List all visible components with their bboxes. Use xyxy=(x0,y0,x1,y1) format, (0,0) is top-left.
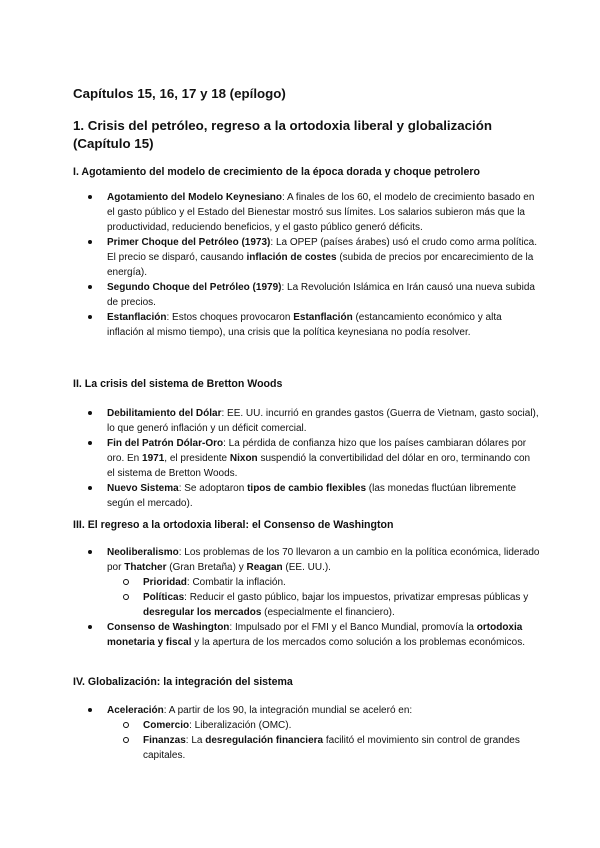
section-heading-2: II. La crisis del sistema de Bretton Woods xyxy=(73,378,283,390)
sublist xyxy=(107,718,540,763)
list-item: Fin del Patrón Dólar-Oro: La pérdida de confianza hizo que los países cambiaran dólares por oro. En 1971, el presidente Nixon suspendió la convertibilidad del dólar en oro, terminando con el sistema de Bretton Woods. xyxy=(85,436,540,481)
list-item: Neoliberalismo: Los problemas de los 70 llevaron a un cambio en la política económica, liderado por Thatcher (Gran Bretaña) y Reagan (EE. UU.). Prioridad: Combatir la inflación. Políticas: Reducir el gasto público, bajar los impuestos, privatizar empresas públicas y desregular los mercados (especialmente el financiero). xyxy=(85,545,540,620)
list-item: Aceleración: A partir de los 90, la integración mundial se aceleró en: Comercio: Liberalización (OMC). Finanzas: La desregulación financiera facilitó el movimiento sin control de grandes capitales. xyxy=(85,703,540,763)
section-3-list xyxy=(85,545,540,650)
sublist-item: Prioridad: Combatir la inflación. xyxy=(107,575,540,590)
section-2-list xyxy=(85,406,540,511)
sublist xyxy=(107,575,540,620)
sublist-item: Comercio: Liberalización (OMC). xyxy=(107,718,540,733)
sublist-item: Políticas: Reducir el gasto público, bajar los impuestos, privatizar empresas públicas y desregular los mercados (especialmente el financiero). xyxy=(107,590,540,620)
section-1-list xyxy=(85,190,540,340)
list-item: Consenso de Washington: Impulsado por el FMI y el Banco Mundial, promovía la ortodoxia monetaria y fiscal y la apertura de los mercados como solución a los problemas económicos. xyxy=(85,620,540,650)
sublist-item: Finanzas: La desregulación financiera facilitó el movimiento sin control de grandes capitales. xyxy=(107,733,540,763)
section-4-list xyxy=(85,703,540,763)
list-item: Estanflación: Estos choques provocaron Estanflación (estancamiento económico y alta inflación al mismo tiempo), una crisis que la política keynesiana no podía resolver. xyxy=(85,310,540,340)
list-item: Debilitamiento del Dólar: EE. UU. incurrió en grandes gastos (Guerra de Vietnam, gasto social), lo que generó inflación y un déficit comercial. xyxy=(85,406,540,436)
chapter-heading: 1. Crisis del petróleo, regreso a la ortodoxia liberal y globalización (Capítulo 15) xyxy=(73,118,492,151)
list-item: Nuevo Sistema: Se adoptaron tipos de cambio flexibles (las monedas fluctúan libremente según el mercado). xyxy=(85,481,540,511)
list-item: Agotamiento del Modelo Keynesiano: A finales de los 60, el modelo de crecimiento basado en el gasto público y el Estado del Bienestar mostró sus límites. Los salarios subieron más que la productividad, reduciendo beneficios, y el gasto público generó déficits. xyxy=(85,190,540,235)
section-heading-1: I. Agotamiento del modelo de crecimiento de la época dorada y choque petrolero xyxy=(73,166,480,178)
section-heading-4: IV. Globalización: la integración del sistema xyxy=(73,676,293,688)
document-title: Capítulos 15, 16, 17 y 18 (epílogo) xyxy=(73,86,286,101)
section-heading-3: III. El regreso a la ortodoxia liberal: el Consenso de Washington xyxy=(73,519,394,531)
list-item: Segundo Choque del Petróleo (1979): La Revolución Islámica en Irán causó una nueva subida de precios. xyxy=(85,280,540,310)
list-item: Primer Choque del Petróleo (1973): La OPEP (países árabes) usó el crudo como arma política. El precio se disparó, causando inflación de costes (subida de precios por encarecimiento de la energía). xyxy=(85,235,540,280)
